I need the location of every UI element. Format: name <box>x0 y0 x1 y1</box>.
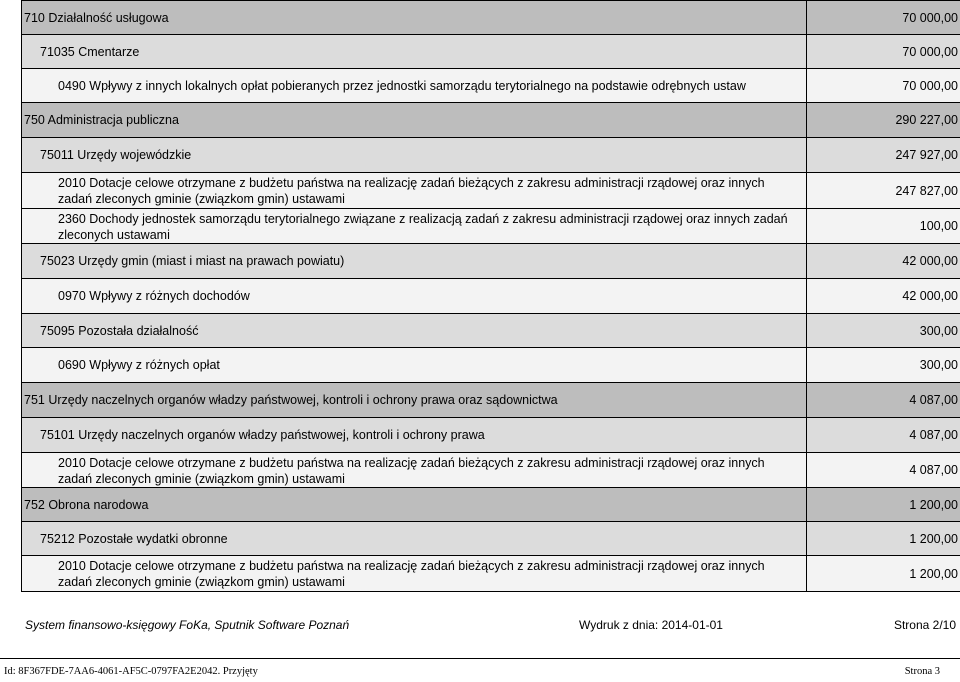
row-description: 75095 Pozostała działalność <box>40 323 199 338</box>
row-amount: 300,00 <box>919 358 958 372</box>
table-row <box>21 0 960 35</box>
table-row <box>21 487 960 522</box>
table-row <box>21 278 960 314</box>
table-row <box>21 208 960 244</box>
table-row <box>21 68 960 103</box>
table-row <box>21 452 960 488</box>
table-row <box>21 521 960 556</box>
row-amount: 4 087,00 <box>909 393 958 407</box>
table-row <box>21 313 960 348</box>
row-amount: 1 200,00 <box>909 497 958 512</box>
row-amount: 70 000,00 <box>902 10 958 25</box>
row-amount: 1 200,00 <box>909 531 958 546</box>
row-amount: 42 000,00 <box>902 254 958 268</box>
row-amount: 290 227,00 <box>895 113 958 127</box>
row-description: 2360 Dochody jednostek samorządu terytorialnego związane z realizacją zadań z zakresu administracji rządowej oraz innych zadań zleconych ustawami <box>58 212 788 242</box>
row-description: 71035 Cmentarze <box>40 44 140 59</box>
document-id: Id: 8F367FDE-7AA6-4061-AF5C-0797FA2E2042. Przyjęty <box>4 666 258 677</box>
row-amount: 100,00 <box>919 219 958 233</box>
row-amount: 4 087,00 <box>909 428 958 442</box>
system-name: System finansowo-księgowy FoKa, Sputnik Software Poznań <box>25 618 350 632</box>
row-description: 2010 Dotacje celowe otrzymane z budżetu państwa na realizację zadań bieżących z zakresu administracji rządowej oraz innych zadań zleconych gminie (związkom gmin) ustawami <box>58 456 765 486</box>
row-description: 752 Obrona narodowa <box>24 497 149 512</box>
row-amount: 247 927,00 <box>895 148 958 162</box>
page-number: Strona 2/10 <box>893 618 956 632</box>
separator <box>0 658 960 659</box>
row-description: 710 Działalność usługowa <box>24 10 169 25</box>
table-row <box>21 382 960 418</box>
row-amount: 300,00 <box>919 323 958 338</box>
row-description: 0690 Wpływy z różnych opłat <box>58 358 220 372</box>
row-amount: 1 200,00 <box>909 566 958 581</box>
row-description: 750 Administracja publiczna <box>24 113 179 127</box>
table-row <box>21 34 960 69</box>
document-page: Strona 3 <box>904 666 940 677</box>
row-description: 75023 Urzędy gmin (miast i miast na prawach powiatu) <box>40 254 345 268</box>
row-description: 2010 Dotacje celowe otrzymane z budżetu państwa na realizację zadań bieżących z zakresu administracji rządowej oraz innych zadań zleconych gminie (związkom gmin) ustawami <box>58 176 765 206</box>
row-amount: 70 000,00 <box>902 44 958 59</box>
table-row <box>21 137 960 173</box>
row-description: 75101 Urzędy naczelnych organów władzy państwowej, kontroli i ochrony prawa <box>40 428 485 442</box>
table-row <box>21 417 960 453</box>
row-description: 75212 Pozostałe wydatki obronne <box>40 531 228 546</box>
row-description: 2010 Dotacje celowe otrzymane z budżetu państwa na realizację zadań bieżących z zakresu administracji rządowej oraz innych zadań zleconych gminie (związkom gmin) ustawami <box>58 559 765 589</box>
table-row <box>21 102 960 138</box>
table-row <box>21 172 960 209</box>
row-description: 0970 Wpływy z różnych dochodów <box>58 289 250 303</box>
row-description: 0490 Wpływy z innych lokalnych opłat pobieranych przez jednostki samorządu terytorialnego na podstawie odrębnych ustaw <box>58 78 746 93</box>
table-row <box>21 555 960 592</box>
row-amount: 70 000,00 <box>902 78 958 93</box>
row-amount: 4 087,00 <box>909 463 958 477</box>
row-amount: 247 827,00 <box>895 183 958 198</box>
table-row <box>21 347 960 383</box>
row-description: 75011 Urzędy wojewódzkie <box>40 148 192 162</box>
page-footer <box>0 618 960 638</box>
table-row <box>21 243 960 279</box>
column-divider <box>806 0 807 592</box>
print-date: Wydruk z dnia: 2014-01-01 <box>579 618 723 632</box>
row-amount: 42 000,00 <box>902 289 958 303</box>
row-description: 751 Urzędy naczelnych organów władzy państwowej, kontroli i ochrony prawa oraz sądownictwa <box>24 393 558 407</box>
